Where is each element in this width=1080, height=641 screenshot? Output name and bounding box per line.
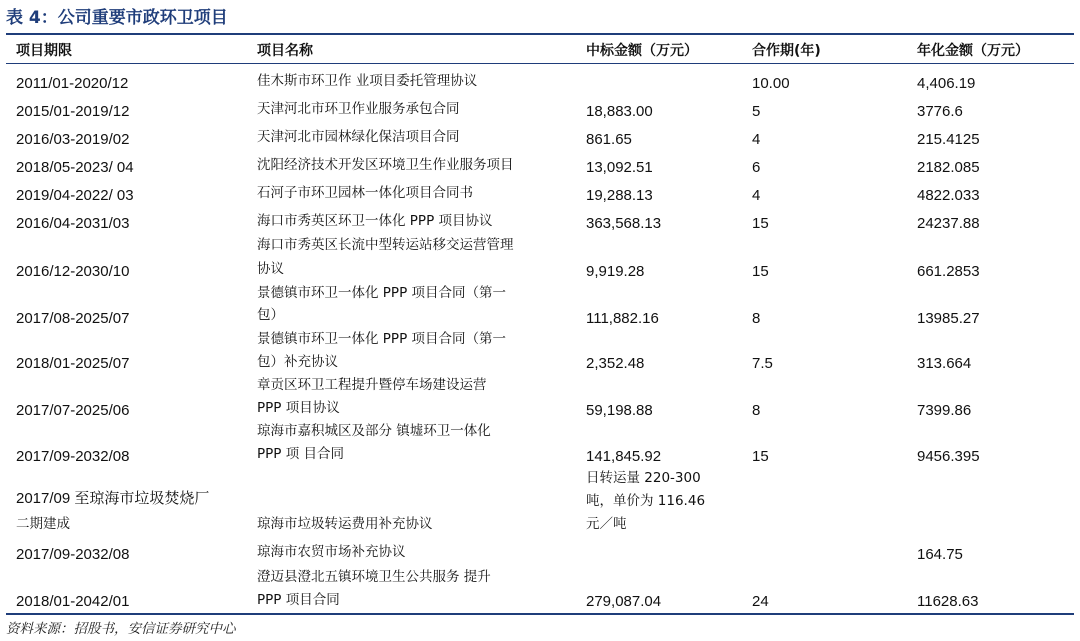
cell-period: 2019/04-2022/ 03 (16, 187, 134, 204)
cell-project-name: 海口市秀英区长流中型转运站移交运营管理 (257, 237, 514, 253)
table-header (0, 36, 1080, 62)
cell-term-years: 15 (752, 263, 769, 280)
cell-annual-amount: 3776.6 (917, 103, 963, 120)
cell-term-years: 15 (752, 215, 769, 232)
cell-period: 2018/05-2023/ 04 (16, 159, 134, 176)
cell-annual-amount: 313.664 (917, 355, 972, 372)
cell-project-name: 沈阳经济技术开发区环境卫生作业服务项目 (257, 157, 514, 173)
cell-annual-amount: 4822.033 (917, 187, 980, 204)
cell-period: 2016/03-2019/02 (16, 131, 130, 148)
cell-term-years: 8 (752, 310, 761, 327)
cell-term-years: 4 (752, 187, 761, 204)
cell-project-name: 石河子市环卫园林一体化项目合同书 (257, 185, 473, 201)
cell-term-years: 8 (752, 402, 761, 419)
cell-project-name-cont: 包） (257, 307, 284, 323)
cell-bid-amount-cont: 吨，单价为 116.46 (586, 493, 706, 509)
cell-annual-amount: 164.75 (917, 546, 963, 563)
bottom-rule (6, 613, 1074, 615)
cell-period: 2017/09 至琼海市垃圾焚烧厂 (16, 490, 210, 507)
cell-term-years: 7.5 (752, 355, 773, 372)
cell-annual-amount: 7399.86 (917, 402, 972, 419)
cell-annual-amount: 9456.395 (917, 448, 980, 465)
cell-term-years: 4 (752, 131, 761, 148)
cell-bid-amount: 13,092.51 (586, 159, 653, 176)
cell-period: 2017/09-2032/08 (16, 448, 130, 465)
header-term-years: 合作期(年) (752, 43, 821, 59)
top-rule (6, 33, 1074, 35)
cell-period: 2011/01-2020/12 (16, 75, 129, 92)
cell-annual-amount: 13985.27 (917, 310, 980, 327)
cell-bid-amount: 9,919.28 (586, 263, 645, 280)
header-bid-amount: 中标金额（万元） (586, 43, 698, 59)
cell-period: 2015/01-2019/12 (16, 103, 130, 120)
header-project-name: 项目名称 (257, 43, 313, 59)
cell-project-name: 澄迈县澄北五镇环境卫生公共服务 提升 (257, 569, 491, 585)
cell-project-name-cont: 协议 (257, 261, 284, 277)
cell-period: 2017/07-2025/06 (16, 402, 130, 419)
cell-annual-amount: 661.2853 (917, 263, 980, 280)
cell-project-name-cont: PPP 项 目合同 (257, 446, 345, 462)
cell-project-name-cont: PPP 项目协议 (257, 400, 340, 416)
cell-bid-amount: 2,352.48 (586, 355, 645, 372)
cell-annual-amount: 4,406.19 (917, 75, 976, 92)
cell-project-name: 景德镇市环卫一体化 PPP 项目合同（第一 (257, 285, 507, 301)
cell-project-name: 佳木斯市环卫作 业项目委托管理协议 (257, 73, 478, 89)
cell-project-name: 章贡区环卫工程提升暨停车场建设运营 (257, 377, 487, 393)
cell-project-name: 琼海市嘉积城区及部分 镇墟环卫一体化 (257, 423, 491, 439)
cell-period: 2018/01-2042/01 (16, 593, 130, 610)
cell-term-years: 24 (752, 593, 769, 610)
cell-bid-amount: 59,198.88 (586, 402, 653, 419)
cell-annual-amount: 24237.88 (917, 215, 980, 232)
cell-annual-amount: 2182.085 (917, 159, 980, 176)
cell-bid-amount: 19,288.13 (586, 187, 653, 204)
header-annual-amount: 年化金额（万元） (917, 43, 1029, 59)
cell-period-cont: 二期建成 (16, 516, 70, 532)
cell-project-name: 天津河北市环卫作业服务承包合同 (257, 101, 460, 117)
cell-project-name-cont: 包）补充协议 (257, 354, 338, 370)
cell-term-years: 10.00 (752, 75, 790, 92)
cell-project-name: 海口市秀英区环卫一体化 PPP 项目协议 (257, 213, 493, 229)
source-note: 资料来源：招股书，安信证券研究中心 (6, 621, 236, 637)
cell-term-years: 6 (752, 159, 761, 176)
cell-term-years: 5 (752, 103, 761, 120)
cell-project-name: 天津河北市园林绿化保洁项目合同 (257, 129, 460, 145)
cell-period: 2018/01-2025/07 (16, 355, 130, 372)
cell-bid-amount: 111,882.16 (586, 310, 659, 327)
cell-period: 2017/08-2025/07 (16, 310, 130, 327)
cell-project-name: 景德镇市环卫一体化 PPP 项目合同（第一 (257, 331, 507, 347)
cell-bid-amount: 18,883.00 (586, 103, 653, 120)
cell-annual-amount: 11628.63 (917, 593, 979, 610)
cell-annual-amount: 215.4125 (917, 131, 980, 148)
cell-bid-amount: 279,087.04 (586, 593, 662, 610)
cell-project-name: 琼海市垃圾转运费用补充协议 (257, 516, 433, 532)
cell-bid-amount: 日转运量 220-300 (586, 470, 701, 486)
cell-bid-amount: 861.65 (586, 131, 632, 148)
cell-bid-amount-cont: 元／吨 (586, 516, 627, 532)
cell-bid-amount: 141,845.92 (586, 448, 662, 465)
cell-period: 2016/04-2031/03 (16, 215, 130, 232)
header-period: 项目期限 (16, 43, 72, 59)
header-rule (6, 63, 1074, 64)
cell-bid-amount: 363,568.13 (586, 215, 662, 232)
cell-project-name-cont: PPP 项目合同 (257, 592, 340, 608)
cell-period: 2017/09-2032/08 (16, 546, 130, 563)
cell-term-years: 15 (752, 448, 769, 465)
cell-period: 2016/12-2030/10 (16, 263, 130, 280)
table-title: 表 4：公司重要市政环卫项目 (6, 8, 228, 28)
cell-project-name: 琼海市农贸市场补充协议 (257, 544, 406, 560)
